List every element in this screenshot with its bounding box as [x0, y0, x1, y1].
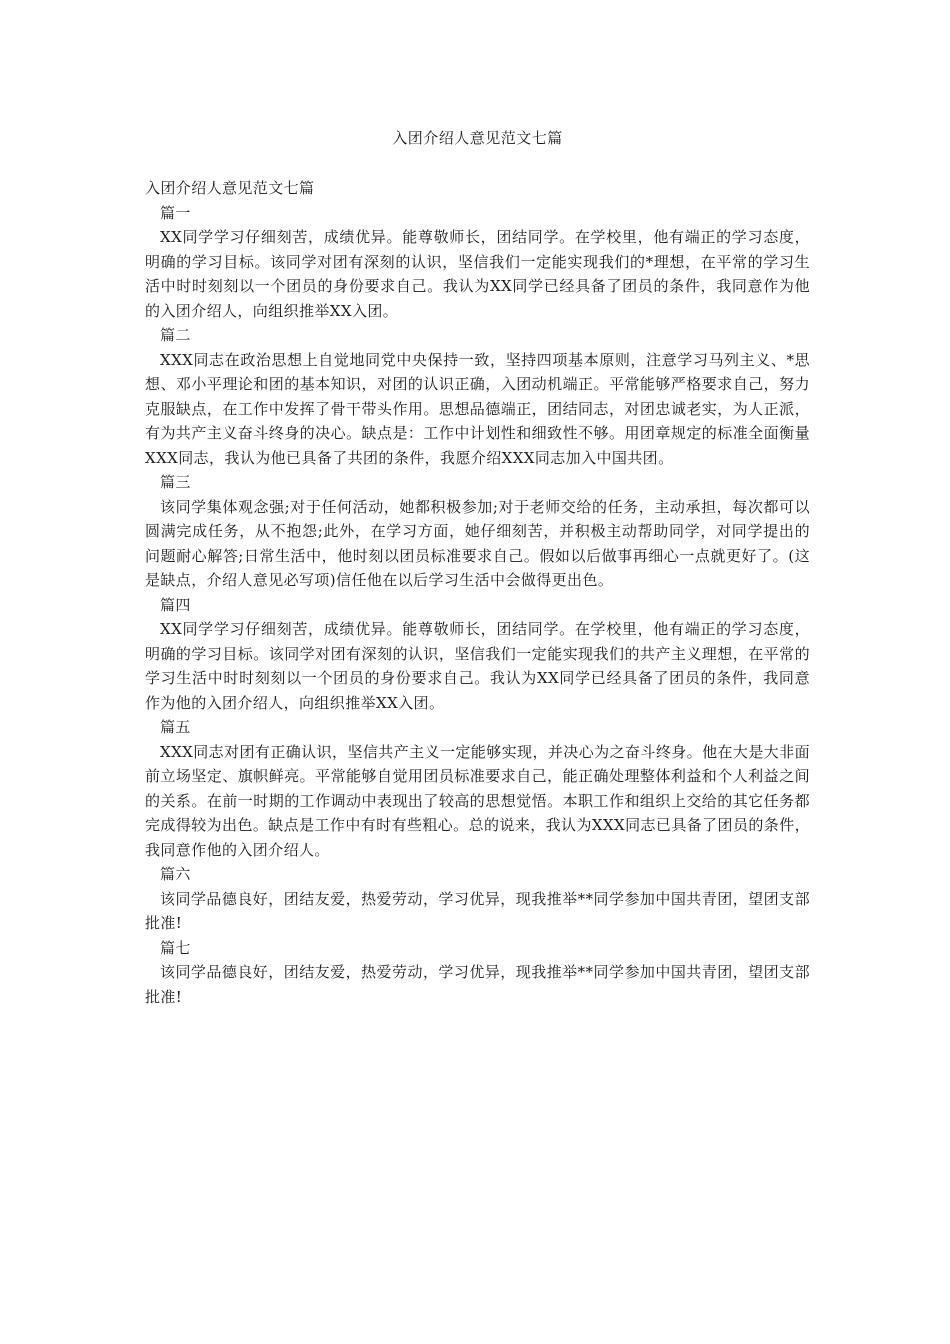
document-content [145, 176, 810, 1009]
section-body: XXX同志对团有正确认识，坚信共产主义一定能够实现，并决心为之奋斗终身。他在大是大非面前立场坚定、旗帜鲜亮。平常能够自觉用团员标准要求自己，能正确处理整体利益和个人利益之间的关系。在前一时期的工作调动中表现出了较高的思想觉悟。本职工作和组织上交给的其它任务都完成得较为出色。缺点是工作中有时有些粗心。总的说来，我认为XXX同志已具备了团员的条件，我同意作他的入团介绍人。 [145, 742, 810, 859]
section-body: XX同学学习仔细刻苦，成绩优异。能尊敬师长，团结同学。在学校里，他有端正的学习态度，明确的学习目标。该同学对团有深刻的认识，坚信我们一定能实现我们的共产主义理想，在平常的学习生活中时时刻刻以一个团员的身份要求自己。我认为XX同学已经具备了团员的条件，我同意作为他的入团介绍人，向组织推举XX入团。 [145, 620, 810, 712]
section-body: XX同学学习仔细刻苦，成绩优异。能尊敬师长，团结同学。在学校里，他有端正的学习态度，明确的学习目标。该同学对团有深刻的认识，坚信我们一定能实现我们的*理想，在平常的学习生活中时时刻刻以一个团员的身份要求自己。我认为XX同学已经具备了团员的条件，我同意作为他的入团介绍人，向组织推举XX入团。 [145, 228, 810, 320]
document-subtitle: 入团介绍人意见范文七篇 [145, 179, 315, 197]
section-1 [145, 201, 810, 324]
section-7 [145, 936, 810, 1010]
section-4 [145, 593, 810, 716]
section-body: 该同学集体观念强;对于任何活动，她都积极参加;对于老师交给的任务，主动承担，每次都可以圆满完成任务，从不抱怨;此外，在学习方面，她仔细刻苦，并积极主动帮助同学，对同学提出的问题耐心解答;日常生活中，他时刻以团员标准要求自己。假如以后做事再细心一点就更好了。(这是缺点，介绍人意见必写项)信任他在以后学习生活中会做得更出色。 [145, 497, 810, 589]
section-heading: 篇三 [160, 473, 191, 491]
section-heading: 篇七 [160, 938, 191, 957]
section-heading: 篇五 [160, 718, 191, 736]
section-3 [145, 470, 810, 593]
section-heading: 篇四 [160, 595, 191, 614]
section-heading: 篇六 [160, 865, 191, 883]
section-heading: 篇二 [160, 326, 191, 344]
section-2 [145, 323, 810, 470]
section-body: 该同学品德良好，团结友爱，热爱劳动，学习优异，现我推举**同学参加中国共青团，望团支部批准! [145, 963, 810, 1006]
section-body: XXX同志在政治思想上自觉地同党中央保持一致，坚持四项基本原则，注意学习马列主义、*思想、邓小平理论和团的基本知识，对团的认识正确，入团动机端正。平常能够严格要求自己，努力克服缺点，在工作中发挥了骨干带头作用。思想品德端正，团结同志，对团忠诚老实，为人正派，有为共产主义奋斗终身的决心。缺点是：工作中计划性和细致性不够。用团章规定的标准全面衡量XXX同志，我认为他已具备了共团的条件，我愿介绍XXX同志加入中国共团。 [145, 350, 810, 467]
section-heading: 篇一 [160, 203, 191, 222]
section-body: 该同学品德良好，团结友爱，热爱劳动，学习优异，现我推举**同学参加中国共青团，望团支部批准! [145, 889, 810, 932]
section-6 [145, 862, 810, 936]
section-5 [145, 715, 810, 862]
document-title: 入团介绍人意见范文七篇 [392, 129, 563, 147]
document-page [145, 0, 810, 1344]
